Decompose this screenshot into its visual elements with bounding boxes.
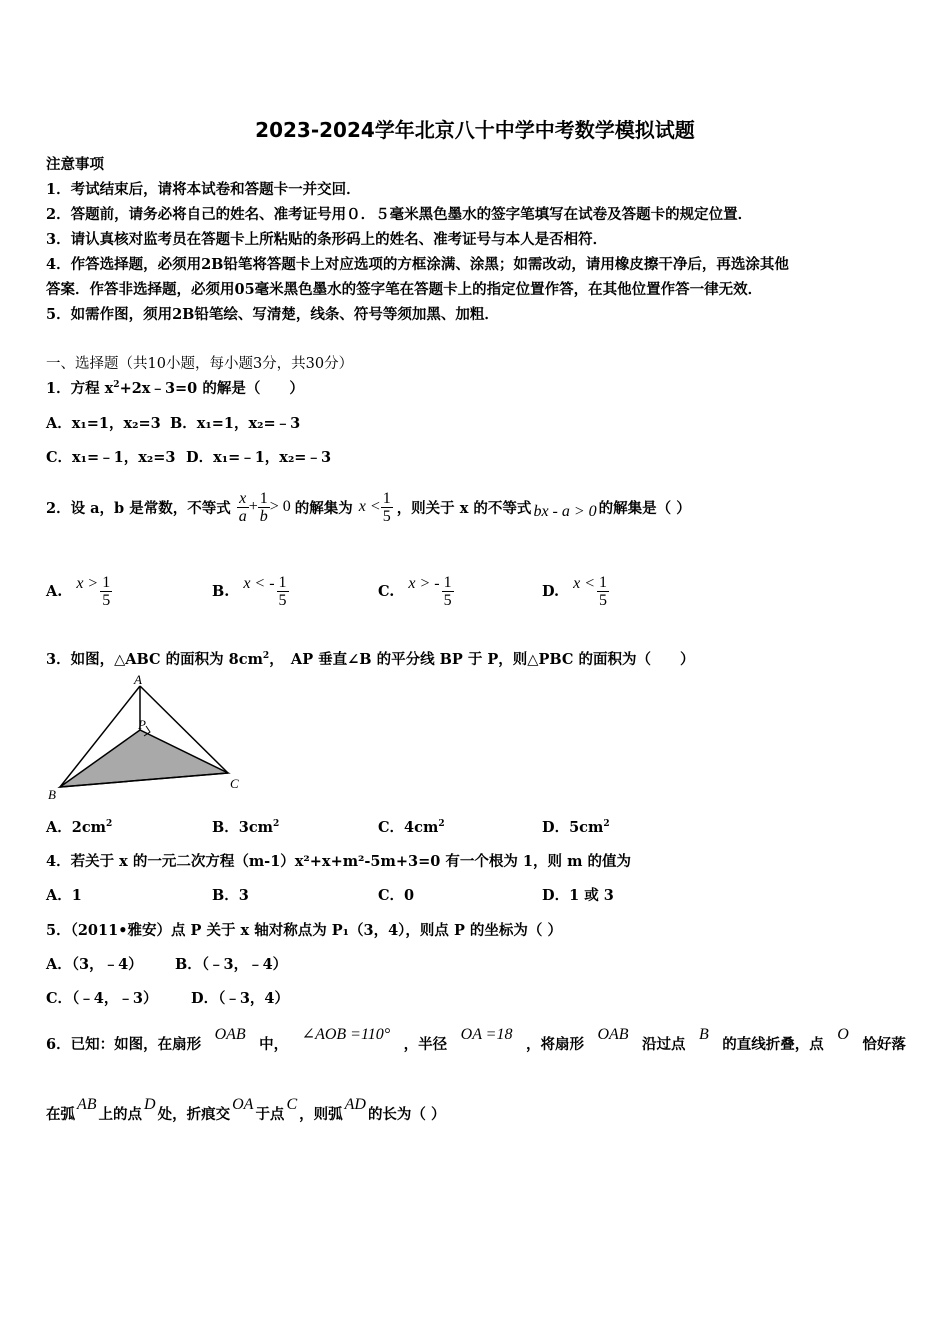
q2-option-c: C. x > - $\frac{1}{5}$ — [378, 573, 452, 609]
notice-item: 4．作答选择题，必须用2B铅笔将答题卡上对应选项的方框涂满、涂黑；如需改动，请用橡皮擦干净后，再选涂其他 — [46, 256, 789, 273]
shaded-triangle-pbc — [60, 730, 228, 787]
notice-item: 5．如需作图，须用2B铅笔绘、写清楚，线条、符号等须加黑、加粗． — [46, 306, 499, 323]
inequality-1: $\frac{x}{a}$ + $\frac{1}{b}$ > 0 — [238, 489, 291, 525]
label-a: A — [134, 672, 142, 687]
q2-option-b: B. x < - $\frac{1}{5}$ — [212, 573, 287, 609]
triangle-figure — [40, 672, 260, 806]
q5-option-b: B．（﹣3，﹣4） — [175, 956, 288, 973]
question-3-stem: 3．如图，△ABC 的面积为 $8cm^2$， AP 垂直∠B 的平分线 BP 于 P，则△PBC 的面积为（ ） — [46, 651, 695, 668]
q1-option-d: D．x₁=﹣1，x₂=﹣3 — [186, 449, 332, 466]
label-p: P — [138, 717, 146, 732]
solution-set: x < $\frac{1}{5}$ — [358, 489, 391, 525]
q4-option-a: A．1 — [46, 887, 82, 904]
inequality-2: bx - a > 0 — [533, 503, 597, 520]
q3-option-c: C．$4cm^2$ — [378, 819, 445, 836]
notice-item: 3．请认真核对监考员在答题卡上所粘贴的条形码上的姓名、准考证号与本人是否相符． — [46, 231, 608, 248]
question-4-stem: 4．若关于 x 的一元二次方程（m-1）x²+x+m²-5m+3=0 有一个根为 1，则 m 的值为 — [46, 853, 631, 870]
q5-option-c: C．（﹣4，﹣3） — [46, 990, 158, 1007]
notice-heading: 注意事项 — [46, 156, 104, 173]
question-6-line-2: 在弧 AB 上的点 D 处，折痕交 OA 于点 C ，则弧 AD 的长为（ ） — [46, 1096, 446, 1123]
q4-option-d: D．1 或 3 — [542, 887, 614, 904]
notice-item: 答案．作答非选择题，必须用05毫米黑色墨水的签字笔在答题卡上的指定位置作答，在其他位置作答一律无效． — [46, 281, 763, 298]
q1-option-b: B．x₁=1，x₂=﹣3 — [170, 415, 301, 432]
q3-option-a: A．$2cm^2$ — [46, 819, 113, 836]
q1-option-c: C．x₁=﹣1，x₂=3 — [46, 449, 176, 466]
q1-option-a: A．x₁=1，x₂=3 — [46, 415, 161, 432]
question-6-line-1: 6．已知：如图，在扇形 OAB 中， ∠AOB =110° ，半径 OA =18 ，将扇形 OAB 沿过点 B 的直线折叠，点 O 恰好落 — [46, 1026, 906, 1053]
q4-option-c: C．0 — [378, 887, 415, 904]
q3-option-b: B．$3cm^2$ — [212, 819, 280, 836]
section-heading: 一、选择题（共10小题，每小题3分，共30分） — [46, 356, 354, 372]
label-b: B — [48, 787, 56, 802]
notice-item: 1．考试结束后，请将本试卷和答题卡一并交回． — [46, 181, 361, 198]
page-title: 2023-2024学年北京八十中学中考数学模拟试题 — [255, 118, 695, 142]
q2-option-d: D. x < $\frac{1}{5}$ — [542, 573, 608, 609]
question-2-stem: 2．设 a，b 是常数，不等式 $\frac{x}{a}$ + $\frac{1}{b}$ > 0 的解集为 x < $\frac{1}{5}$ ，则关于 x 的不等式 bx - a > 0 的解集是（ ） — [46, 489, 691, 525]
q5-option-a: A．（3，﹣4） — [46, 956, 143, 973]
q4-option-b: B．3 — [212, 887, 249, 904]
notice-item: 2．答题前，请务必将自己的姓名、准考证号用０．５毫米黑色墨水的签字笔填写在试卷及答题卡的规定位置． — [46, 206, 753, 223]
label-c: C — [230, 776, 239, 791]
q5-option-d: D．（﹣3，4） — [191, 990, 290, 1007]
q3-option-d: D．$5cm^2$ — [542, 819, 610, 836]
question-5-stem: 5．（2011•雅安）点 P 关于 x 轴对称点为 P₁（3，4），则点 P 的坐标为（ ） — [46, 922, 562, 939]
question-1-stem: 1．方程 $x^2+2x﹣3=0$ 的解是（ ） — [46, 380, 304, 397]
q2-option-a: A. x > $\frac{1}{5}$ — [46, 573, 111, 609]
